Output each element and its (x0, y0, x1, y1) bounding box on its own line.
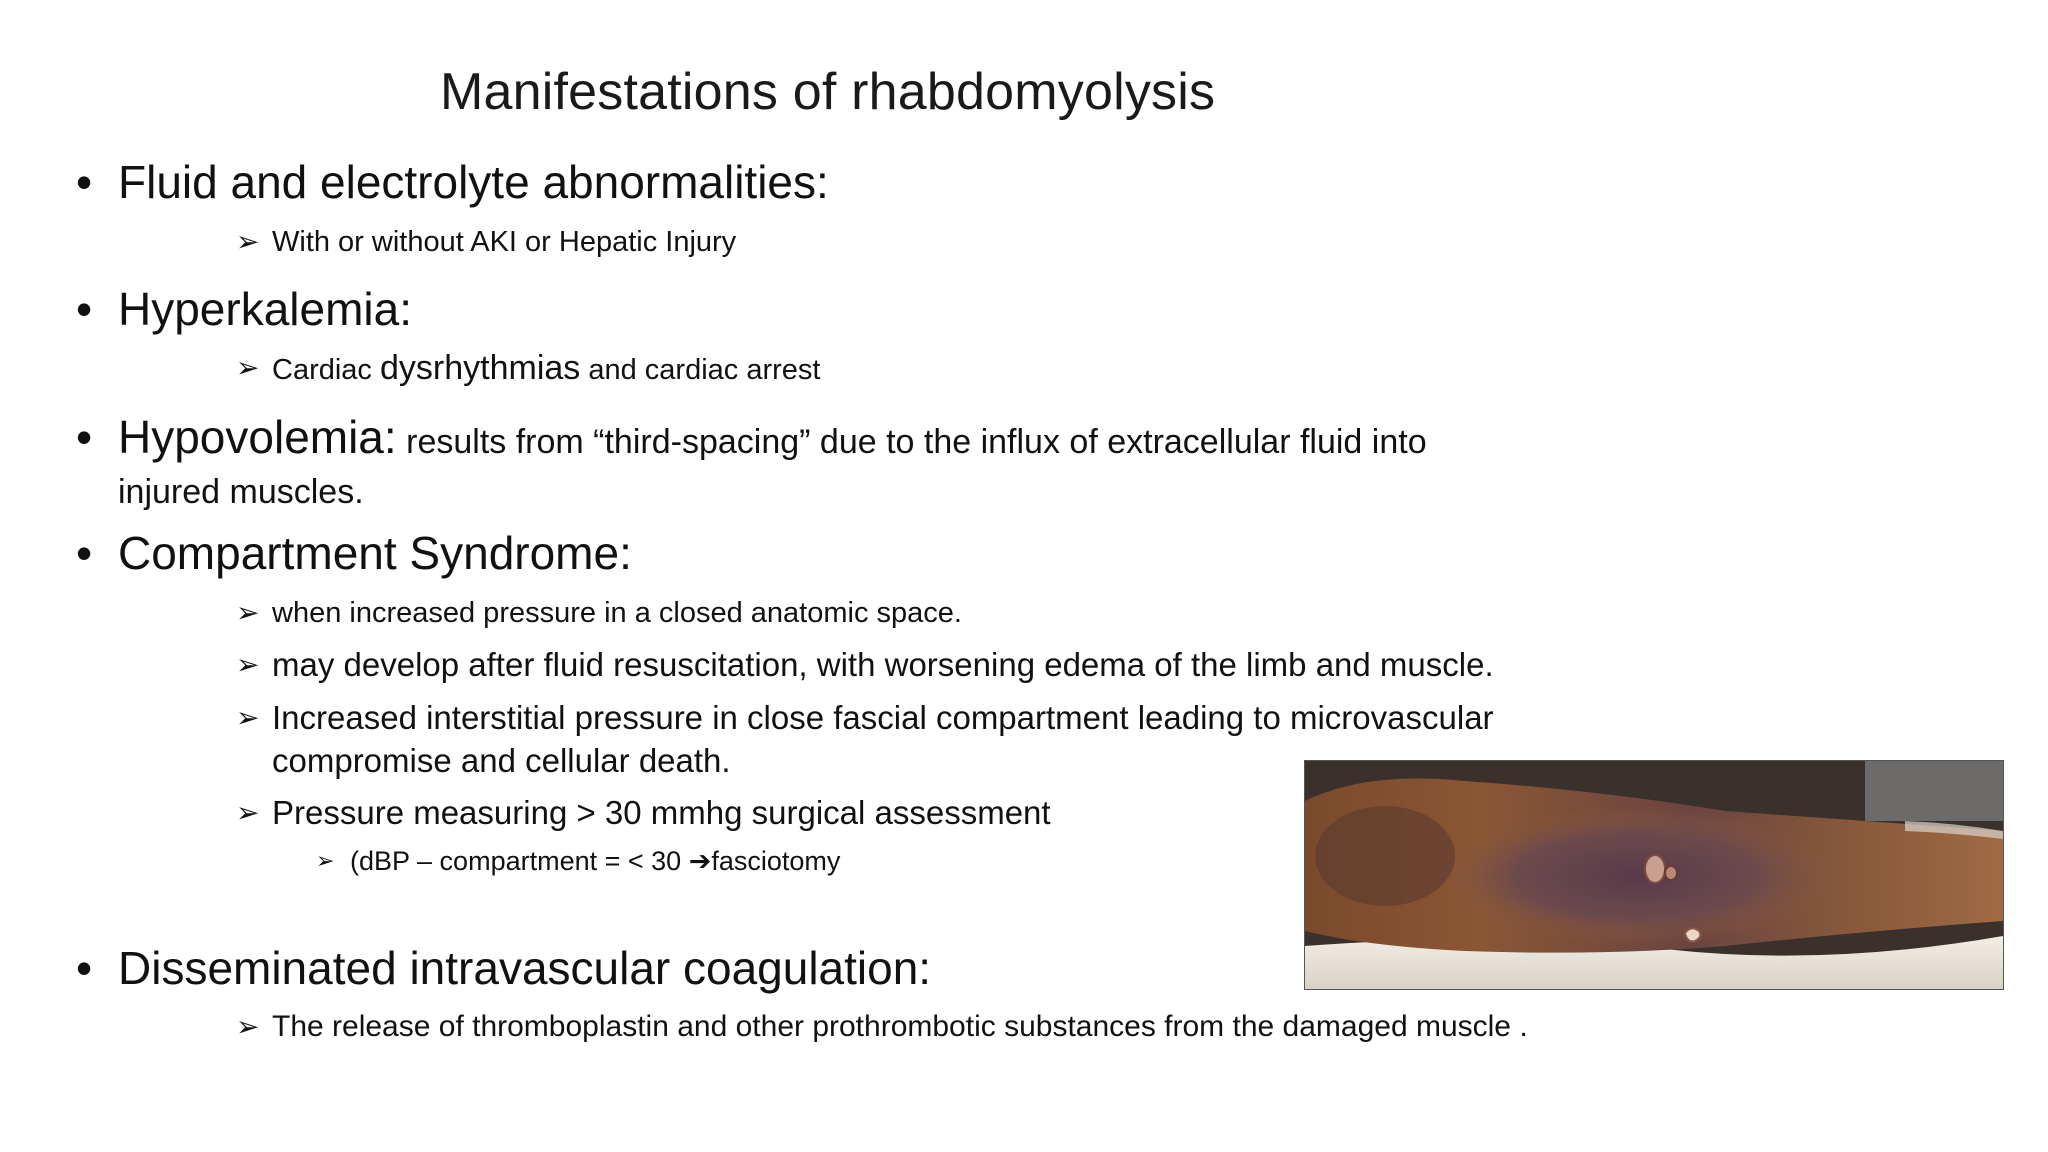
sub-bullet-emphasis: dysrhythmias (380, 349, 581, 387)
sub-bullet-text: The release of thromboplastin and other prothrombotic substances from the damaged muscle . (272, 1010, 1528, 1043)
arrow-bullet-icon: ➢ (236, 352, 260, 383)
bullet-glyph: • (76, 942, 93, 994)
bullet-glyph: • (76, 411, 93, 463)
arrow-bullet-icon: ➢ (236, 649, 260, 680)
right-arrow-icon: ➔ (688, 846, 712, 876)
slide-title: Manifestations of rhabdomyolysis (440, 63, 1216, 121)
sub-bullet-text: compromise and cellular death. (272, 742, 731, 779)
sub-bullet (236, 697, 1494, 739)
bullet-text: results from “third-spacing” due to the influx of extracellular fluid into (396, 423, 1427, 461)
sub-bullet (236, 347, 821, 391)
sub-bullet-continuation (272, 740, 731, 782)
arrow-bullet-icon: ➢ (236, 1011, 260, 1042)
leg-compartment-syndrome-photo (1304, 760, 2004, 990)
sub-bullet (236, 592, 962, 634)
bullet-glyph: • (76, 527, 93, 579)
arrow-bullet-icon: ➢ (236, 702, 260, 733)
sub-bullet-text: may develop after fluid resuscitation, with worsening edema of the limb and muscle. (272, 646, 1494, 683)
bullet-glyph: • (76, 156, 93, 208)
bullet-heading: Hypovolemia: (118, 411, 397, 463)
bullet-fluid-electrolyte (76, 155, 829, 209)
sub-bullet (236, 792, 1051, 834)
bullet-heading: Fluid and electrolyte abnormalities: (118, 156, 829, 208)
sub-bullet-text-after: and cardiac arrest (580, 354, 821, 386)
sub-bullet-text: when increased pressure in a closed anatomic space. (272, 597, 962, 629)
sub-bullet-text: Increased interstitial pressure in close fascial compartment leading to microvascular (272, 699, 1494, 736)
arrow-bullet-icon: ➢ (236, 797, 260, 828)
sub-bullet-text-before: Cardiac (272, 354, 380, 386)
bullet-compartment-syndrome (76, 526, 632, 580)
bullet-heading: Compartment Syndrome: (118, 527, 632, 579)
sub-bullet-text: With or without AKI or Hepatic Injury (272, 226, 737, 258)
sub-sub-text-after: fasciotomy (711, 846, 841, 876)
arrow-bullet-icon: ➢ (316, 848, 335, 873)
sub-sub-text-before: (dBP – compartment = < 30 (350, 846, 689, 876)
bullet-dic (76, 941, 932, 995)
arrow-bullet-icon: ➢ (236, 226, 260, 257)
sub-bullet-text: Pressure measuring > 30 mmhg surgical assessment (272, 794, 1051, 831)
leg-photo-illustration (1305, 761, 2003, 989)
sub-sub-bullet (316, 843, 841, 879)
bullet-heading: Disseminated intravascular coagulation: (118, 942, 932, 994)
sub-bullet (236, 1006, 1528, 1048)
arrow-bullet-icon: ➢ (236, 597, 260, 628)
sub-bullet (236, 644, 1494, 686)
bullet-hyperkalemia (76, 282, 412, 336)
bullet-glyph: • (76, 283, 93, 335)
bullet-text-line2: injured muscles. (118, 473, 364, 511)
sub-bullet (236, 221, 737, 263)
bullet-text-continuation (118, 460, 364, 519)
bullet-heading: Hyperkalemia: (118, 283, 412, 335)
